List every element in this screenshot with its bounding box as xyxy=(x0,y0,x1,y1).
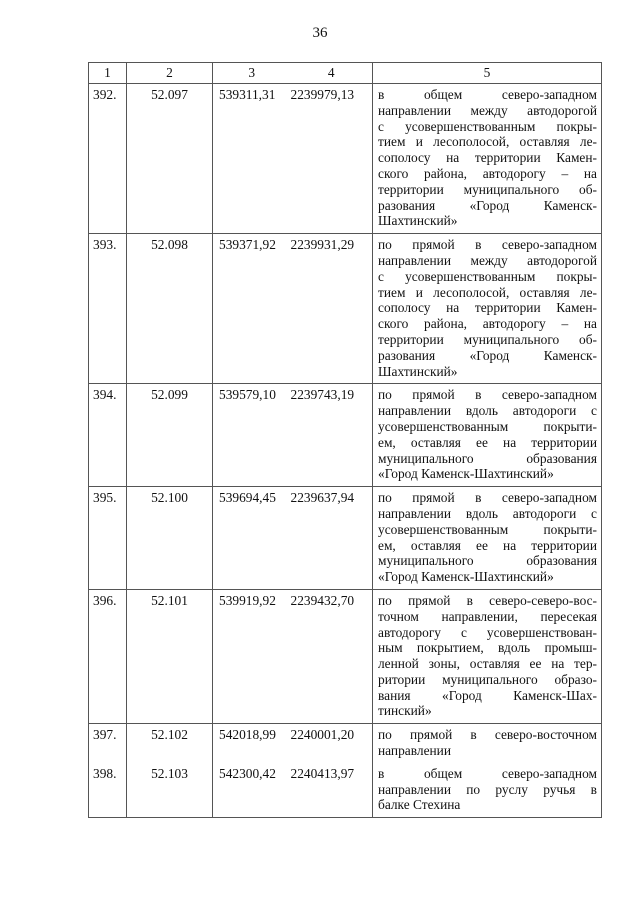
description-line: направлении вдоль автодороги с xyxy=(378,505,597,521)
header-col-5: 5 xyxy=(373,63,602,84)
coordinate-x xyxy=(213,763,291,818)
table-row xyxy=(89,487,602,590)
description-line: направлении вдоль автодороги с xyxy=(378,403,597,419)
row-number-value: 397. xyxy=(93,727,117,743)
point-code xyxy=(127,763,213,818)
row-number-value: 395. xyxy=(93,490,117,506)
table-row xyxy=(89,84,602,234)
point-code xyxy=(127,724,213,763)
table-row xyxy=(89,763,602,818)
coordinates-table xyxy=(88,62,602,818)
point-code-value: 52.102 xyxy=(151,727,188,743)
description-line: ского района, автодорогу – на xyxy=(378,165,597,181)
description-line: автодорогу с усовершенствован- xyxy=(378,624,597,640)
route-description xyxy=(373,589,602,723)
coordinate-x xyxy=(213,487,291,590)
point-code-value: 52.103 xyxy=(151,765,188,781)
description-line: Шахтинский» xyxy=(378,363,458,379)
description-line: направлении между автодорогой xyxy=(378,102,597,118)
point-code xyxy=(127,84,213,234)
description-line: направлении по руслу ручья в xyxy=(378,781,597,797)
description-line: «Город Каменск-Шахтинский» xyxy=(378,569,554,585)
description-line: разования «Город Каменск- xyxy=(378,197,597,213)
description-line: с усовершенствованным покры- xyxy=(378,118,597,134)
table-header-row xyxy=(89,63,602,84)
description-line: направлении xyxy=(378,743,452,759)
header-col-4: 4 xyxy=(291,63,373,84)
description-line: с усовершенствованным покры- xyxy=(378,268,597,284)
coordinate-x xyxy=(213,384,291,487)
description-line: ем, оставляя ее на территории xyxy=(378,434,597,450)
description-line: ем, оставляя ее на территории xyxy=(378,537,597,553)
route-description xyxy=(373,84,602,234)
description-line: муниципального образования xyxy=(378,553,597,569)
point-code-value: 52.098 xyxy=(151,237,188,253)
description-line: территории муниципального об- xyxy=(378,331,597,347)
row-number-value: 392. xyxy=(93,87,117,102)
description-line: в общем северо-западном xyxy=(378,87,597,102)
description-line: направлении между автодорогой xyxy=(378,252,597,268)
coordinate-y xyxy=(291,234,373,384)
table-row xyxy=(89,384,602,487)
description-line: Шахтинский» xyxy=(378,213,458,229)
row-number-value: 398. xyxy=(93,765,117,781)
row-number xyxy=(89,724,127,763)
table-row xyxy=(89,234,602,384)
coordinate-x xyxy=(213,234,291,384)
coordinate-y-value: 2240001,20 xyxy=(290,727,355,743)
description-line: тием и лесополосой, оставляя ле- xyxy=(378,134,597,150)
point-code-value: 52.100 xyxy=(151,490,188,506)
header-col-2: 2 xyxy=(127,63,213,84)
description-line: «Город Каменск-Шахтинский» xyxy=(378,466,554,482)
point-code-value: 52.099 xyxy=(151,387,188,403)
description-line: разования «Город Каменск- xyxy=(378,347,597,363)
coordinate-y-value: 2239432,70 xyxy=(290,592,355,608)
description-line: по прямой в северо-западном xyxy=(378,237,597,253)
header-col-1: 1 xyxy=(89,63,127,84)
coordinate-y-value: 2239637,94 xyxy=(290,490,355,506)
row-number-value: 393. xyxy=(93,237,117,253)
coordinate-y xyxy=(291,589,373,723)
point-code xyxy=(127,487,213,590)
table-row xyxy=(89,589,602,723)
row-number-value: 394. xyxy=(93,387,117,403)
description-line: по прямой в северо-западном xyxy=(378,387,597,403)
coordinate-y xyxy=(291,384,373,487)
table-row xyxy=(89,724,602,763)
description-line: по прямой в северо-восточном xyxy=(378,727,597,743)
description-line: вания «Город Каменск-Шах- xyxy=(378,687,597,703)
point-code xyxy=(127,589,213,723)
coordinate-y-value: 2239931,29 xyxy=(290,237,355,253)
point-code-value: 52.101 xyxy=(151,592,188,608)
coordinate-y xyxy=(291,84,373,234)
description-line: сополосу на территории Камен- xyxy=(378,300,597,316)
route-description xyxy=(373,384,602,487)
point-code xyxy=(127,234,213,384)
description-line: ритории муниципального образо- xyxy=(378,671,597,687)
coordinate-x-value: 539694,45 xyxy=(219,490,276,506)
coordinate-y-value: 2240413,97 xyxy=(290,765,355,781)
row-number xyxy=(89,384,127,487)
coordinate-x xyxy=(213,724,291,763)
coordinate-x xyxy=(213,589,291,723)
page-number: 36 xyxy=(312,25,328,41)
route-description xyxy=(373,724,602,763)
coordinate-x-value: 539311,31 xyxy=(219,87,276,102)
description-line: сополосу на территории Камен- xyxy=(378,150,597,166)
coordinate-x-value: 542300,42 xyxy=(219,765,276,781)
description-line: в общем северо-западном xyxy=(378,765,597,781)
row-number xyxy=(89,234,127,384)
description-line: усовершенствованным покрыти- xyxy=(378,521,597,537)
row-number xyxy=(89,487,127,590)
row-number xyxy=(89,763,127,818)
coordinate-y xyxy=(291,763,373,818)
description-line: точном направлении, пересекая xyxy=(378,608,597,624)
coordinate-y-value: 2239743,19 xyxy=(290,387,355,403)
description-line: по прямой в северо-западном xyxy=(378,490,597,506)
description-line: балке Стехина xyxy=(378,797,461,813)
coordinate-y-value: 2239979,13 xyxy=(290,87,355,102)
row-number xyxy=(89,84,127,234)
description-line: ленной зоны, оставляя ее на тер- xyxy=(378,656,597,672)
row-number xyxy=(89,589,127,723)
route-description xyxy=(373,763,602,818)
header-col-3: 3 xyxy=(213,63,291,84)
coordinate-y xyxy=(291,724,373,763)
coordinate-y xyxy=(291,487,373,590)
description-line: по прямой в северо-северо-вос- xyxy=(378,592,597,608)
point-code xyxy=(127,384,213,487)
description-line: ным покрытием, вдоль промыш- xyxy=(378,640,597,656)
description-line: ского района, автодорогу – на xyxy=(378,316,597,332)
coordinate-x-value: 542018,99 xyxy=(219,727,276,743)
description-line: тием и лесополосой, оставляя ле- xyxy=(378,284,597,300)
route-description xyxy=(373,487,602,590)
row-number-value: 396. xyxy=(93,592,117,608)
coordinate-x-value: 539579,10 xyxy=(219,387,276,403)
description-line: тинский» xyxy=(378,703,432,719)
coordinate-x-value: 539919,92 xyxy=(219,592,276,608)
coordinate-x-value: 539371,92 xyxy=(219,237,276,253)
point-code-value: 52.097 xyxy=(151,87,188,102)
description-line: территории муниципального об- xyxy=(378,181,597,197)
table-body xyxy=(89,84,602,818)
route-description xyxy=(373,234,602,384)
description-line: усовершенствованным покрыти- xyxy=(378,418,597,434)
description-line: муниципального образования xyxy=(378,450,597,466)
coordinate-x xyxy=(213,84,291,234)
